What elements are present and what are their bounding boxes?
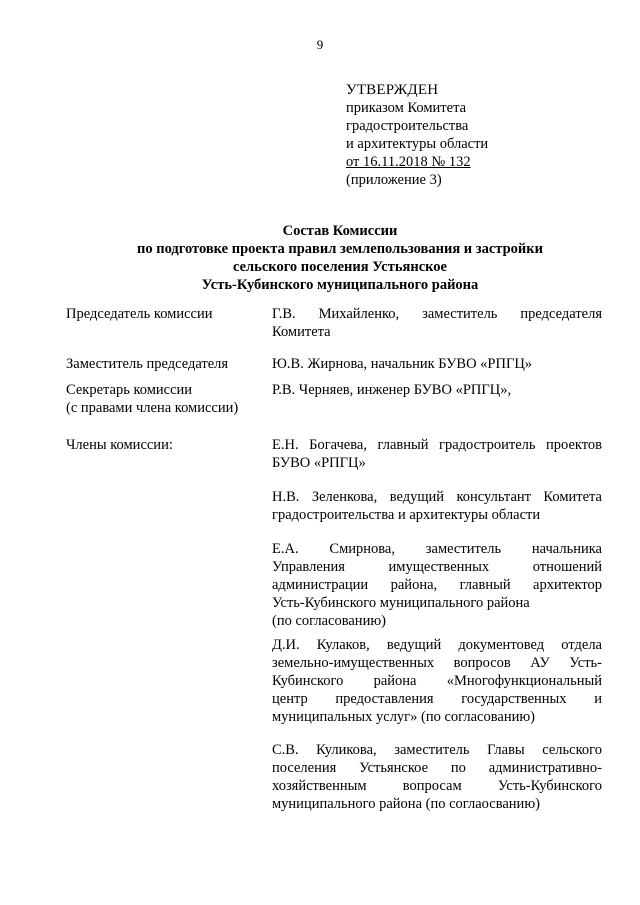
role-line: Председатель комиссии	[66, 306, 213, 322]
person-line: (по согласованию)	[272, 613, 386, 629]
approval-order-number: от 16.11.2018 № 132	[346, 154, 471, 170]
person-line: Е.Н. Богачева, главный градостроитель проектов	[272, 437, 602, 453]
approval-line: градостроительства	[346, 118, 469, 134]
role-line: (с правами члена комиссии)	[66, 400, 239, 416]
role-label	[66, 305, 266, 323]
person-description	[272, 488, 602, 524]
document-title	[60, 222, 620, 294]
person-line: Д.И. Кулаков, ведущий документовед отдела	[272, 637, 602, 653]
person-description	[272, 540, 602, 630]
person-line: поселения Устьянское по административно-	[272, 760, 602, 776]
person-line: градостроительства и архитектуры области	[272, 507, 541, 523]
approval-line: и архитектуры области	[346, 136, 489, 152]
person-line: муниципальных услуг» (по согласованию)	[272, 709, 535, 725]
person-description	[272, 436, 602, 472]
role-line: Секретарь комиссии	[66, 382, 193, 398]
title-line: по подготовке проекта правил землепользования и застройки	[137, 241, 543, 257]
person-line: Управления имущественных отношений	[272, 559, 602, 575]
person-line: Усть-Кубинского муниципального района	[272, 595, 530, 611]
person-line: Кубинского района «Многофункциональный	[272, 673, 602, 689]
person-line: С.В. Куликова, заместитель Главы сельского	[272, 742, 602, 758]
title-line: Состав Комиссии	[282, 223, 398, 239]
title-line: Усть-Кубинского муниципального района	[201, 277, 479, 293]
role-line: Заместитель председателя	[66, 356, 229, 372]
person-line: центр предоставления государственных и	[272, 691, 602, 707]
approval-line: приказом Комитета	[346, 100, 467, 116]
approval-heading: УТВЕРЖДЕН	[346, 82, 439, 98]
person-line: Н.В. Зеленкова, ведущий консультант Комитета	[272, 489, 602, 505]
person-line: муниципального района (по соглаосванию)	[272, 796, 540, 812]
role-label	[66, 381, 266, 417]
person-line: БУВО «РПГЦ»	[272, 455, 366, 471]
role-label	[66, 355, 266, 373]
person-line: хозяйственным вопросам Усть-Кубинского	[272, 778, 602, 794]
title-line: сельского поселения Устьянское	[233, 259, 447, 275]
person-description	[272, 381, 602, 399]
approval-appendix: (приложение 3)	[346, 172, 442, 188]
person-line: Комитета	[272, 324, 331, 340]
person-description	[272, 305, 602, 341]
person-line: Е.А. Смирнова, заместитель начальника	[272, 541, 602, 557]
person-description	[272, 636, 602, 726]
person-line: Г.В. Михайленко, заместитель председателя	[272, 306, 602, 322]
person-description	[272, 355, 602, 373]
person-line: Ю.В. Жирнова, начальник БУВО «РПГЦ»	[272, 356, 533, 372]
person-line: земельно-имущественных вопросов АУ Усть-	[272, 655, 602, 671]
role-label	[66, 436, 266, 454]
page-number: 9	[316, 37, 324, 52]
approval-stamp	[346, 81, 606, 189]
person-line: Р.В. Черняев, инженер БУВО «РПГЦ»,	[272, 382, 512, 398]
role-line: Члены комиссии:	[66, 437, 173, 453]
person-line: администрации района, главный архитектор	[272, 577, 602, 593]
person-description	[272, 741, 602, 813]
